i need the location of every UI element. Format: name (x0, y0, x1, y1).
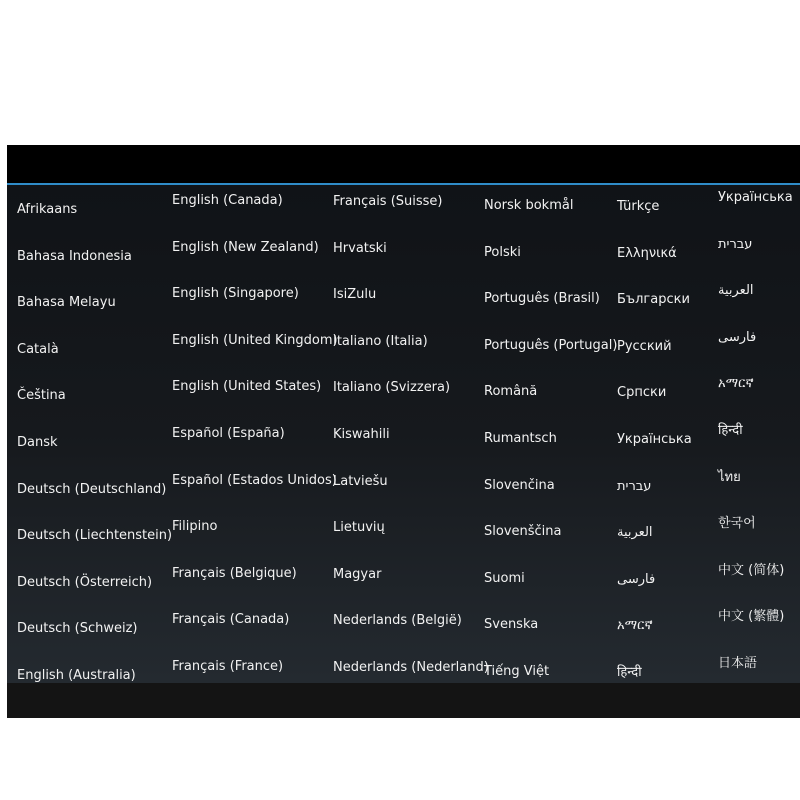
language-picker-panel (7, 145, 800, 718)
language-item[interactable]: Nederlands (Nederland) (333, 660, 489, 675)
language-item[interactable]: English (Australia) (17, 668, 136, 683)
language-item[interactable]: Deutsch (Schweiz) (17, 621, 138, 637)
language-item[interactable]: فارسی (718, 329, 757, 345)
language-item[interactable]: 한국어 (718, 516, 756, 532)
language-item[interactable]: Deutsch (Österreich) (17, 574, 153, 590)
bottom-strip (7, 683, 800, 718)
language-item[interactable]: हिन्दी (718, 423, 743, 438)
language-item[interactable]: English (United States) (172, 379, 322, 395)
language-item[interactable]: አማርኛ (617, 618, 653, 634)
language-item[interactable]: ไทย (718, 469, 741, 485)
language-item[interactable]: Bahasa Melayu (17, 295, 116, 311)
language-item[interactable]: Français (Suisse) (333, 194, 443, 209)
language-item[interactable]: English (Canada) (172, 193, 283, 208)
language-item[interactable]: Français (France) (172, 659, 284, 674)
language-item[interactable]: Français (Canada) (172, 612, 290, 628)
language-item[interactable]: Ελληνικά (617, 245, 677, 261)
top-bar (7, 145, 800, 183)
language-item[interactable]: Čeština (17, 388, 66, 404)
language-item[interactable]: Slovenčina (484, 477, 555, 493)
language-item[interactable]: 中文 (简体) (718, 562, 785, 578)
language-item[interactable]: Español (España) (172, 426, 285, 441)
language-item[interactable]: فارسی (617, 571, 656, 587)
language-item[interactable]: IsiZulu (333, 287, 377, 303)
language-item[interactable]: Slovenščina (484, 524, 562, 540)
language-item[interactable]: 中文 (繁體) (718, 609, 785, 625)
language-item[interactable]: አማርኛ (718, 376, 754, 392)
language-item[interactable]: हिन्दी (617, 665, 642, 680)
language-item[interactable]: English (New Zealand) (172, 239, 319, 255)
language-item[interactable]: Polski (484, 244, 521, 260)
language-item[interactable]: עברית (718, 236, 753, 252)
language-item[interactable]: العربية (617, 525, 653, 541)
language-item[interactable]: Bahasa Indonesia (17, 248, 132, 264)
language-item[interactable]: Hrvatski (333, 240, 387, 256)
language-item[interactable]: Deutsch (Liechtenstein) (17, 528, 173, 544)
language-item[interactable]: Kiswahili (333, 427, 390, 442)
language-item[interactable]: Русский (617, 338, 672, 354)
language-item[interactable]: Rumantsch (484, 431, 557, 446)
language-item[interactable]: Lietuvių (333, 520, 385, 536)
language-item[interactable]: Italiano (Svizzera) (333, 380, 451, 396)
language-item[interactable]: Català (17, 341, 59, 357)
language-item[interactable]: Română (484, 384, 538, 400)
language-item[interactable]: Afrikaans (17, 202, 78, 217)
language-item[interactable]: Português (Portugal) (484, 337, 618, 353)
language-item[interactable]: Български (617, 292, 690, 308)
language-item[interactable]: Português (Brasil) (484, 291, 600, 307)
language-item[interactable]: Français (Belgique) (172, 565, 297, 581)
language-item[interactable]: Dansk (17, 435, 58, 450)
language-item[interactable]: Deutsch (Deutschland) (17, 481, 167, 497)
language-item[interactable]: Svenska (484, 617, 539, 633)
language-item[interactable]: Latviešu (333, 473, 388, 489)
language-item[interactable]: Suomi (484, 570, 525, 586)
language-item[interactable]: العربية (718, 283, 754, 299)
language-item[interactable]: Norsk bokmål (484, 198, 574, 213)
language-item[interactable]: Magyar (333, 566, 382, 582)
language-item[interactable]: Italiano (Italia) (333, 333, 428, 349)
language-item[interactable]: English (Singapore) (172, 286, 299, 302)
language-grid (7, 185, 800, 683)
language-item[interactable]: Filipino (172, 519, 218, 535)
language-item[interactable]: Español (Estados Unidos) (172, 472, 337, 488)
language-item[interactable]: Türkçe (617, 199, 660, 214)
language-item[interactable]: Tiếng Việt (484, 664, 550, 679)
language-item[interactable]: עברית (617, 478, 652, 494)
language-item[interactable]: Српски (617, 385, 667, 401)
language-item[interactable]: Nederlands (België) (333, 613, 462, 629)
language-item[interactable]: English (United Kingdom) (172, 332, 338, 348)
language-item[interactable]: Українська (718, 190, 793, 205)
language-item[interactable]: 日本語 (718, 656, 758, 671)
language-item[interactable]: Українська (617, 432, 692, 447)
